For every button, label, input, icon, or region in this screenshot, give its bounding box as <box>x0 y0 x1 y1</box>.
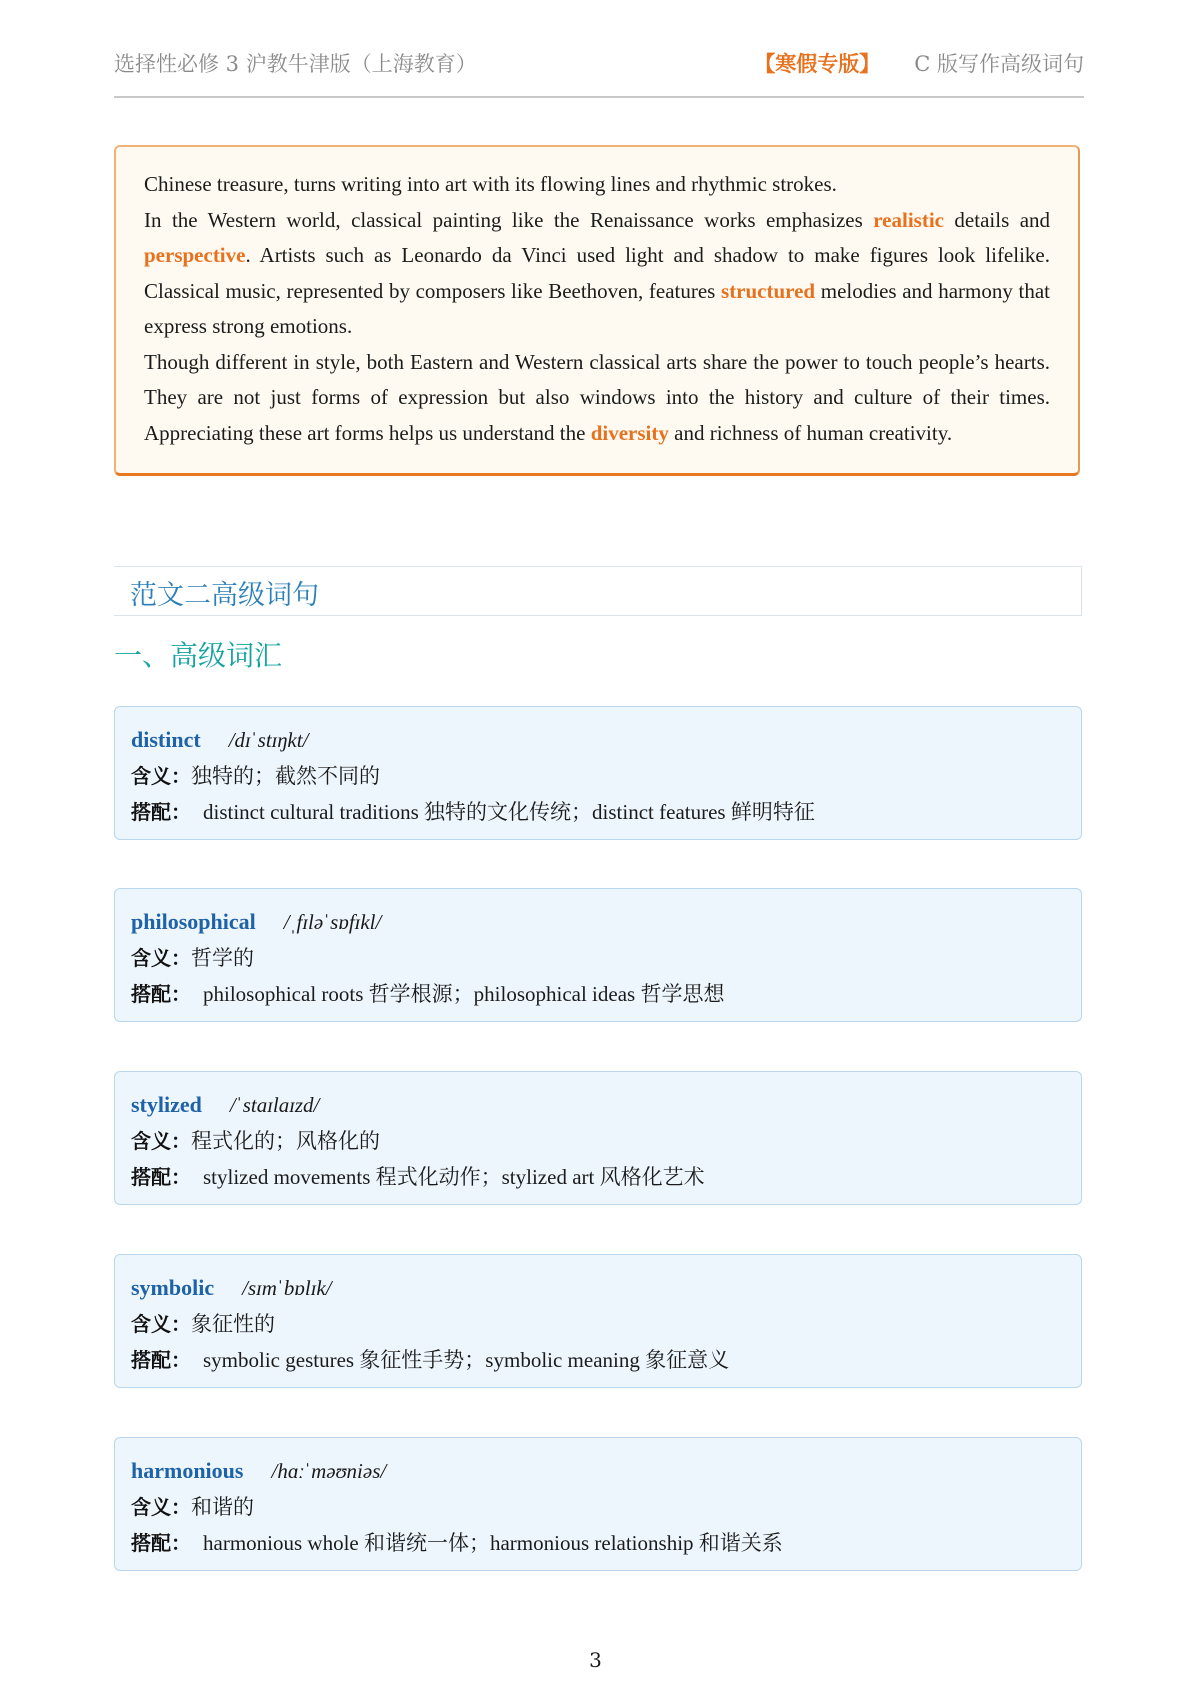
essay-paragraph-1 <box>144 167 1050 203</box>
essay-text: details and <box>943 207 1051 232</box>
vocab-meaning: 独特的；截然不同的 <box>191 764 380 788</box>
vocab-phonetic: /hɑːˈməʊniəs/ <box>271 1459 387 1483</box>
highlight-word-realistic: realistic <box>873 207 944 232</box>
vocab-card <box>114 1254 1082 1388</box>
essay-paragraph-3 <box>144 345 1050 452</box>
highlight-word-structured: structured <box>721 278 816 303</box>
highlight-word-perspective: perspective <box>144 243 246 267</box>
page-header <box>114 44 1084 98</box>
vocab-meaning: 和谐的 <box>191 1495 254 1519</box>
vocab-word: distinct <box>131 727 201 752</box>
vocab-word: harmonious <box>131 1458 244 1483</box>
vocab-word: symbolic <box>131 1275 215 1300</box>
vocab-phonetic: /dɪˈstɪŋkt/ <box>228 728 309 752</box>
vocab-card <box>114 1071 1082 1205</box>
essay-text: . Artists such as Leonardo da Vinci used light and shadow to make figures look lifelike. Classical music, represented by composers like Beethoven, features <box>144 243 1050 303</box>
header-edition-badge: 【寒假专版】 <box>754 51 881 76</box>
vocab-card <box>114 1437 1082 1571</box>
meaning-label: 含义： <box>131 764 191 788</box>
meaning-label: 含义： <box>131 1495 191 1519</box>
collocation-label: 搭配： <box>131 1531 191 1555</box>
vocab-card <box>114 888 1082 1022</box>
meaning-label: 含义： <box>131 1312 191 1336</box>
page-number: 3 <box>589 1648 602 1672</box>
header-book-title: 选择性必修 3 沪教牛津版（上海教育） <box>114 52 477 76</box>
vocab-card <box>114 706 1082 840</box>
meaning-label: 含义： <box>131 1129 191 1153</box>
sample-essay-box <box>114 145 1080 476</box>
vocab-meaning: 象征性的 <box>191 1312 275 1336</box>
essay-paragraph-2 <box>144 203 1050 345</box>
vocab-meaning: 程式化的；风格化的 <box>191 1129 380 1153</box>
essay-text: In the Western world, classical painting like the Renaissance works emphasizes <box>144 207 874 232</box>
vocab-collocation: harmonious whole 和谐统一体；harmonious relationship 和谐关系 <box>203 1531 783 1555</box>
essay-text: Chinese treasure, turns writing into art with its flowing lines and rhythmic strokes. <box>144 172 837 196</box>
essay-text: and richness of human creativity. <box>668 420 953 445</box>
highlight-word-diversity: diversity <box>590 420 669 445</box>
vocab-phonetic: /ˌfɪləˈsɒfɪkl/ <box>283 910 382 934</box>
collocation-label: 搭配： <box>131 982 191 1006</box>
vocabulary-heading: 一、高级词汇 <box>114 639 283 672</box>
vocab-collocation: symbolic gestures 象征性手势；symbolic meaning 象征意义 <box>203 1348 730 1372</box>
vocab-word: philosophical <box>131 909 256 934</box>
section-title: 范文二高级词句 <box>130 580 319 611</box>
essay-text: melodies and harmony that express strong emotions. <box>144 278 1050 338</box>
collocation-label: 搭配： <box>131 1348 191 1372</box>
vocab-phonetic: /sɪmˈbɒlɪk/ <box>242 1276 332 1300</box>
collocation-label: 搭配： <box>131 1165 191 1189</box>
vocab-collocation: distinct cultural traditions 独特的文化传统；distinct features 鲜明特征 <box>203 800 815 824</box>
vocab-meaning: 哲学的 <box>191 946 254 970</box>
vocab-collocation: stylized movements 程式化动作；stylized art 风格化艺术 <box>203 1165 705 1189</box>
collocation-label: 搭配： <box>131 800 191 824</box>
vocab-phonetic: /ˈstaɪlaɪzd/ <box>229 1093 320 1117</box>
essay-text: Though different in style, both Eastern and Western classical arts share the power to touch people’s hearts. They are not just forms of expression but also windows into the history and culture of their times. Appreciating these art forms helps us understand the <box>144 349 1050 445</box>
vocab-collocation: philosophical roots 哲学根源；philosophical ideas 哲学思想 <box>203 982 725 1006</box>
vocab-word: stylized <box>131 1092 202 1117</box>
header-section-name: C 版写作高级词句 <box>914 52 1084 76</box>
meaning-label: 含义： <box>131 946 191 970</box>
header-right <box>754 48 1084 78</box>
section-title-box <box>114 566 1082 616</box>
